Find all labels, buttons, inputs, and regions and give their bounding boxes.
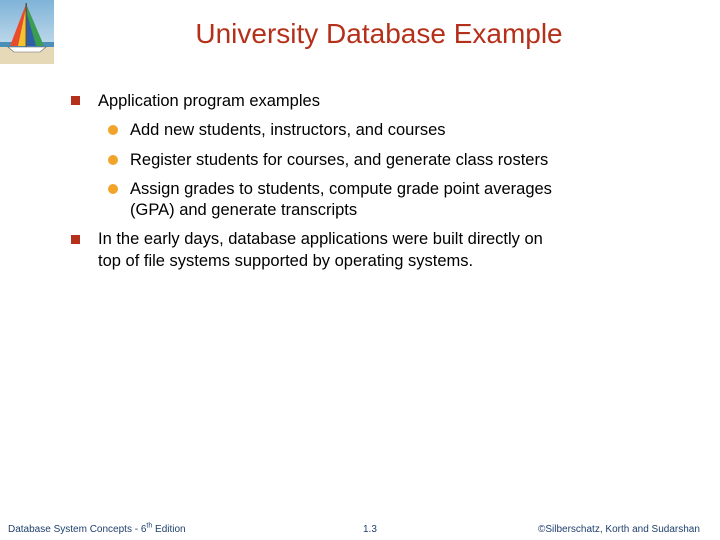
footer-book-prefix: Database System Concepts - 6 (8, 524, 147, 535)
sub-bullet-add-new: Add new students, instructors, and courses (130, 121, 446, 139)
slide-title: University Database Example (195, 18, 563, 49)
bullet-application-examples: Application program examples (98, 92, 320, 110)
bullet-early-days-line2: top of file systems supported by operating systems. (98, 252, 474, 270)
footer-copyright: ©Silberschatz, Korth and Sudarshan (538, 524, 700, 535)
footer-book-title (8, 524, 186, 535)
sub-bullet-register: Register students for courses, and generate class rosters (130, 151, 549, 169)
footer-book-sup: th (146, 522, 153, 530)
square-bullet-icon (71, 235, 80, 244)
sailboat-logo (0, 0, 54, 64)
round-bullet-icon (108, 155, 118, 165)
square-bullet-icon (71, 96, 80, 105)
sub-bullet-assign-grades-line2: (GPA) and generate transcripts (130, 201, 358, 219)
round-bullet-icon (108, 184, 118, 194)
title-bar (54, 0, 720, 63)
round-bullet-icon (108, 125, 118, 135)
bullet-early-days-line1: In the early days, database applications were built directly on (98, 230, 543, 248)
footer-page-number: 1.3 (363, 524, 377, 535)
footer-book-suffix: Edition (152, 524, 186, 535)
sub-bullet-assign-grades-line1: Assign grades to students, compute grade point averages (130, 180, 552, 198)
